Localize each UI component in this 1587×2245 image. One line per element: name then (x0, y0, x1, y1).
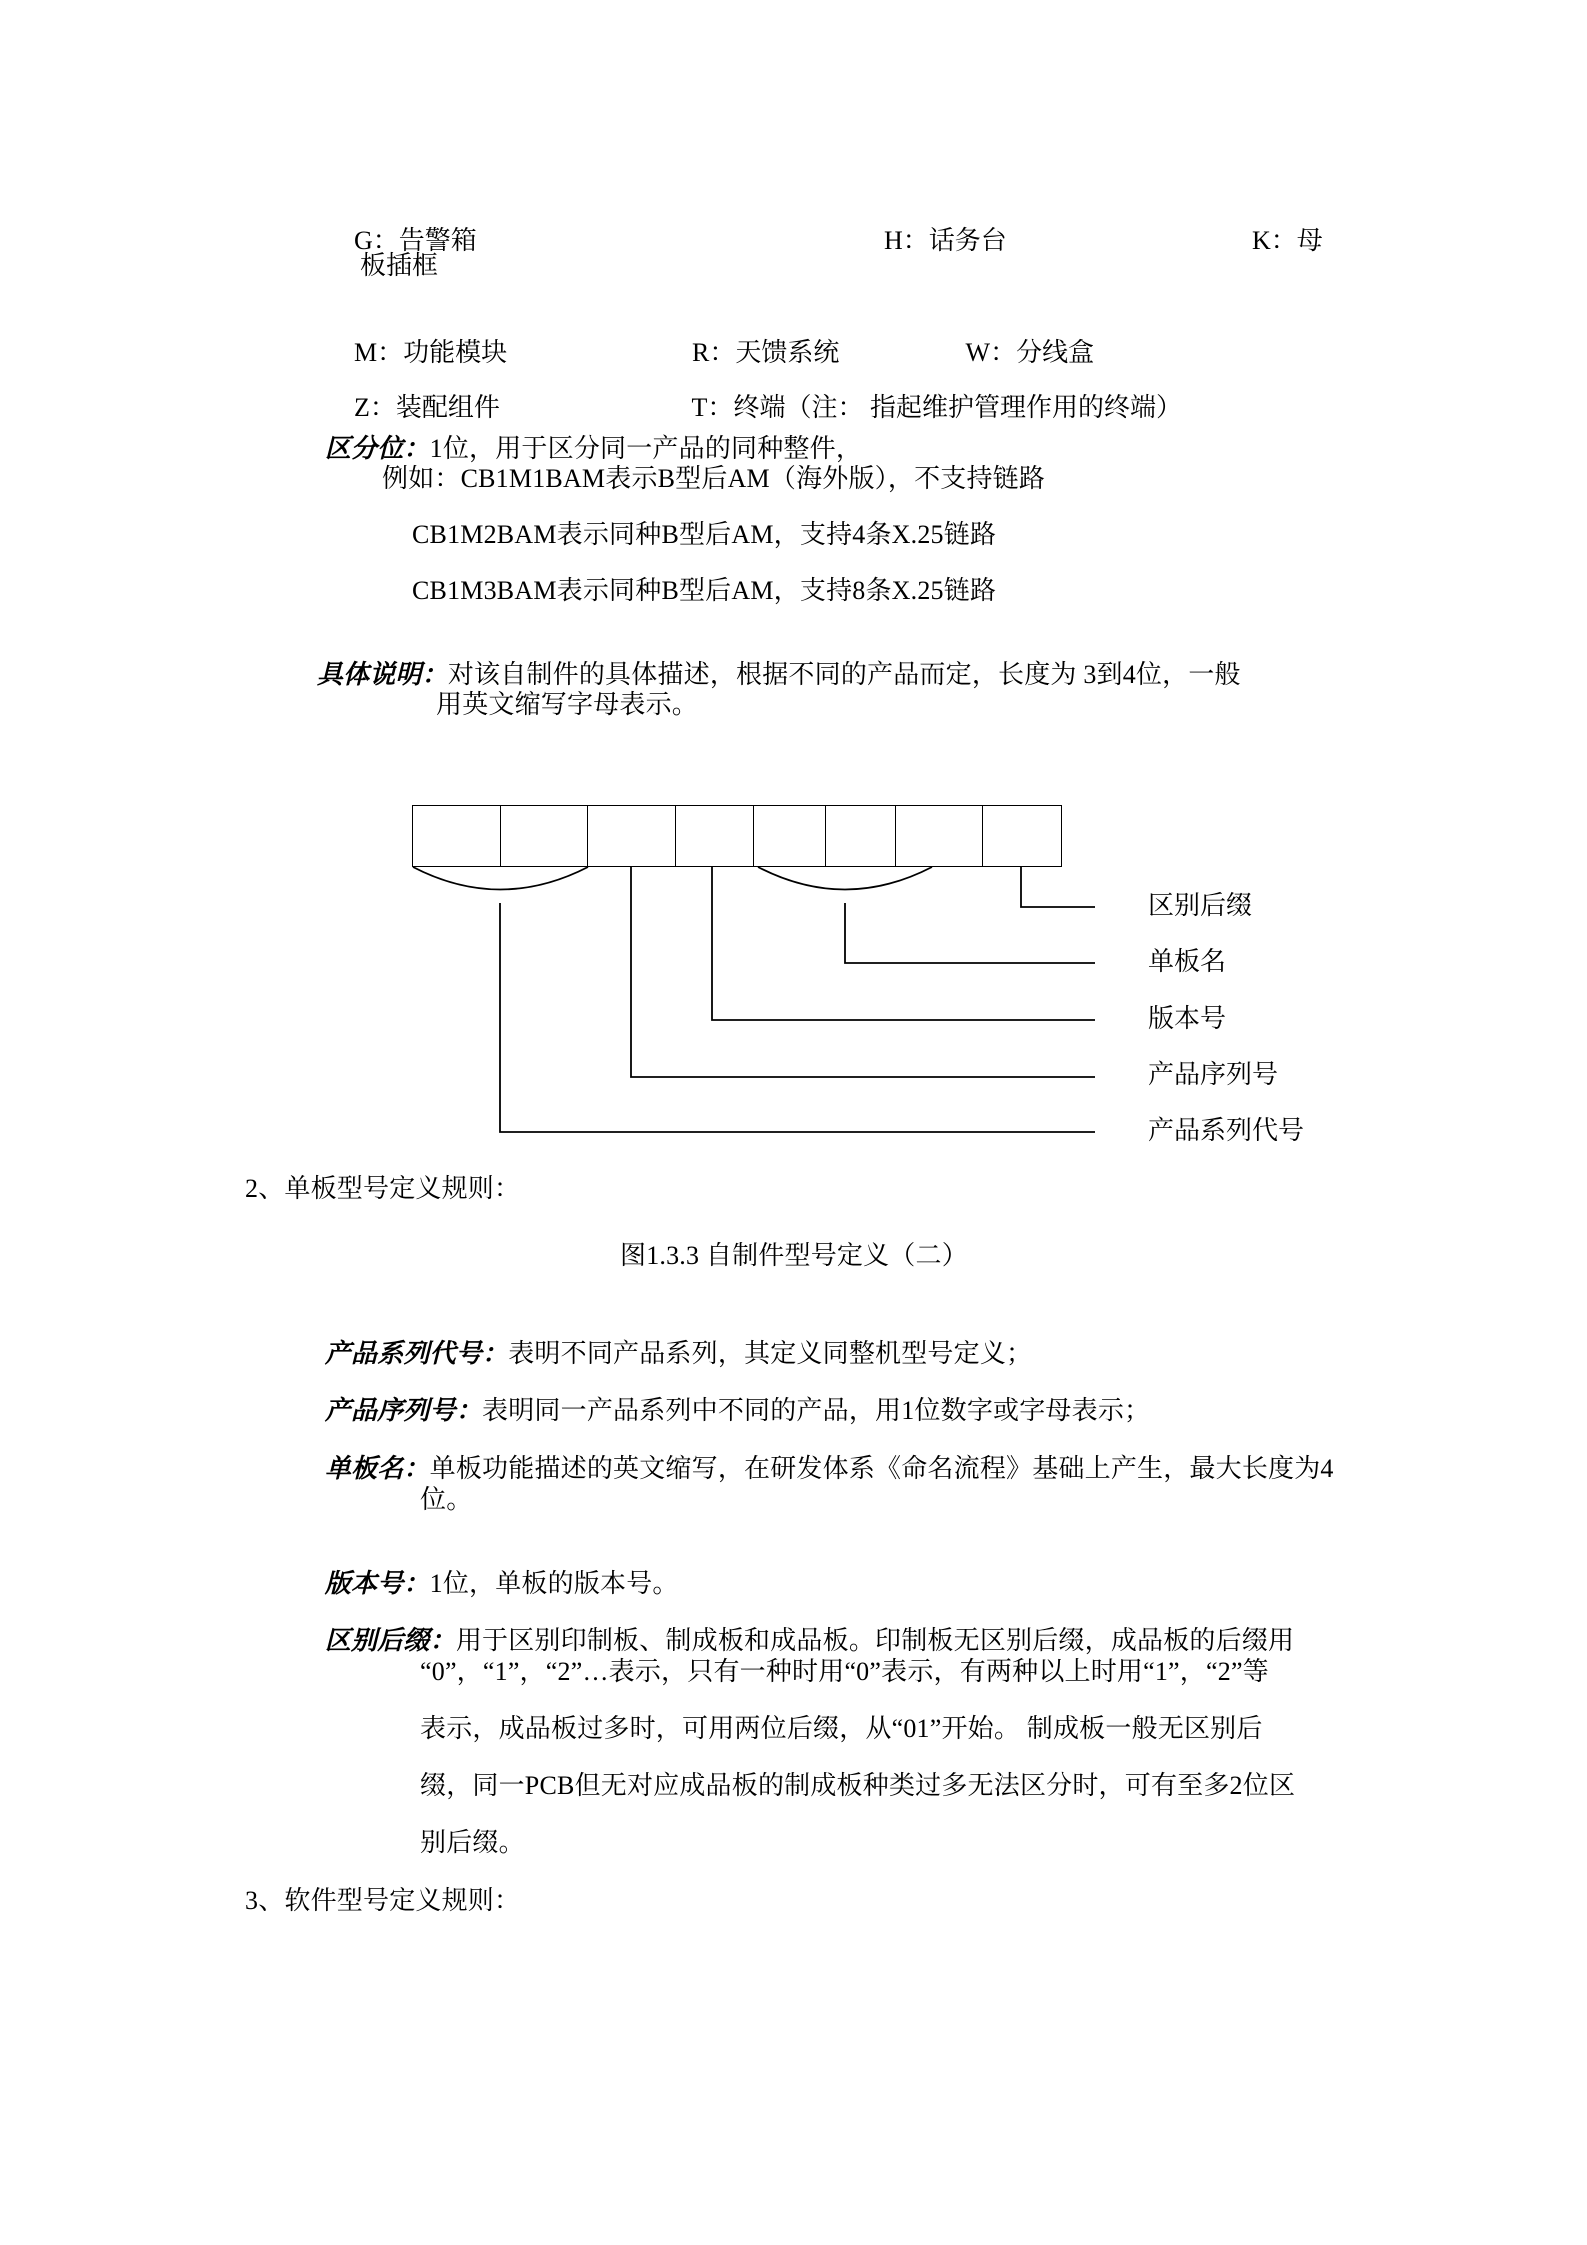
definition-board-name-text-1: 单板功能描述的英文缩写，在研发体系《命名流程》基础上产生，最大长度为4 (429, 1454, 1334, 1483)
callout-label-suffix: 区别后缀 (1148, 891, 1253, 920)
legend-text-t: 终端（注： 指起维护管理作用的终端） (733, 393, 1182, 422)
callout-label-series-code: 产品系列代号 (1148, 1116, 1305, 1145)
callout-label-board-name: 单板名 (1148, 947, 1227, 976)
legend-colon: ： (1270, 226, 1297, 255)
legend-text-m: 功能模块 (403, 338, 508, 367)
brace-board-name (758, 867, 932, 890)
model-code-cell-4 (676, 806, 754, 866)
model-code-cell-8 (983, 806, 1061, 866)
leader-suffix (1021, 867, 1095, 907)
legend-colon: ： (707, 393, 734, 422)
legend-colon: ： (902, 226, 929, 255)
definition-suffix-text-5: 别后缀。 (420, 1828, 525, 1857)
section-qufenwei-example-3: CB1M3BAM表示同种B型后AM，支持8条X.25链路 (412, 576, 997, 605)
section-jutishuoming-term: 具体说明： (316, 660, 448, 689)
legend-text-r: 天馈系统 (735, 338, 840, 367)
section-qufenwei-term: 区分位： (324, 434, 430, 463)
definition-board-name-text-2: 位。 (420, 1485, 473, 1514)
definition-serial-number-term: 产品序列号： (324, 1396, 483, 1425)
definition-version-term: 版本号： (324, 1569, 430, 1598)
model-code-cell-3 (588, 806, 676, 866)
definition-series-code-text: 表明不同产品系列，其定义同整机型号定义； (508, 1339, 1033, 1368)
definition-suffix-text-4: 缀，同一PCB但无对应成品板的制成板种类过多无法区分时，可有至多2位区 (420, 1771, 1296, 1800)
leader-series-code (500, 903, 1095, 1132)
legend-code-z: Z (354, 393, 370, 422)
legend-row-1-k (1226, 190, 1323, 287)
model-code-cell-1 (413, 806, 501, 866)
legend-code-t: T (691, 393, 708, 422)
legend-colon: ： (372, 226, 399, 255)
definition-suffix-text-2: “0”，“1”，“2”…表示，只有一种时用“0”表示，有两种以上时用“1”，“2”等 (420, 1657, 1269, 1686)
section-qufenwei-example-1: 例如：CB1M1BAM表示B型后AM（海外版），不支持链路 (382, 464, 1046, 493)
definition-board-name-term: 单板名： (324, 1454, 430, 1483)
legend-code-k: K (1252, 226, 1271, 255)
section-jutishuoming-body-line-1: 对该自制件的具体描述，根据不同的产品而定，长度为 3到4位，一般 (447, 660, 1241, 689)
numbered-item-2: 2、单板型号定义规则： (245, 1174, 521, 1203)
definition-suffix-term: 区别后缀： (324, 1626, 456, 1655)
callout-label-serial-number: 产品序列号 (1148, 1060, 1279, 1089)
legend-colon: ： (377, 338, 404, 367)
legend-code-h: H (884, 226, 903, 255)
legend-colon: ： (990, 338, 1017, 367)
callout-label-version: 版本号 (1148, 1004, 1227, 1033)
legend-text-w: 分线盒 (1016, 338, 1095, 367)
definition-series-code-term: 产品系列代号： (324, 1339, 509, 1368)
model-code-boxes (412, 805, 1062, 867)
legend-text-z: 装配组件 (395, 393, 500, 422)
legend-row-1-h (858, 190, 1007, 287)
legend-code-g: G (354, 226, 373, 255)
section-jutishuoming (290, 636, 1241, 714)
section-qufenwei-example-2: CB1M2BAM表示同种B型后AM，支持4条X.25链路 (412, 520, 997, 549)
section-jutishuoming-body-line-2: 用英文缩写字母表示。 (436, 690, 699, 719)
legend-code-r: R (692, 338, 710, 367)
section-qufenwei-body: 1位，用于区分同一产品的同种整件， (429, 434, 863, 463)
definition-serial-number-text: 表明同一产品系列中不同的产品，用1位数字或字母表示； (482, 1396, 1151, 1425)
leader-board-name (845, 903, 1095, 963)
numbered-item-3: 3、软件型号定义规则： (245, 1886, 521, 1915)
model-code-cell-7 (896, 806, 984, 866)
definition-version-text: 1位，单板的版本号。 (429, 1569, 679, 1598)
model-code-cell-5 (754, 806, 826, 866)
model-code-cell-2 (501, 806, 589, 866)
definition-suffix-text-3: 表示，成品板过多时，可用两位后缀，从“01”开始。 制成板一般无区别后 (420, 1714, 1263, 1743)
legend-code-w: W (965, 338, 991, 367)
legend-text-g: 告警箱 (398, 226, 477, 255)
brace-series-code (413, 867, 588, 890)
legend-colon: ： (369, 393, 396, 422)
leader-version-number (712, 867, 1095, 1020)
leader-serial-number (631, 867, 1095, 1077)
legend-text-h: 话务台 (928, 226, 1007, 255)
legend-row-1-continuation: 板插框 (360, 251, 439, 280)
model-code-cell-6 (826, 806, 896, 866)
legend-colon: ： (709, 338, 736, 367)
legend-code-m: M (354, 338, 378, 367)
figure-caption: 图1.3.3 自制件型号定义（二） (620, 1241, 968, 1270)
legend-text-k: 母 (1296, 226, 1323, 255)
definition-suffix-text-1: 用于区别印制板、制成板和成品板。印制板无区别后缀，成品板的后缀用 (455, 1626, 1295, 1655)
